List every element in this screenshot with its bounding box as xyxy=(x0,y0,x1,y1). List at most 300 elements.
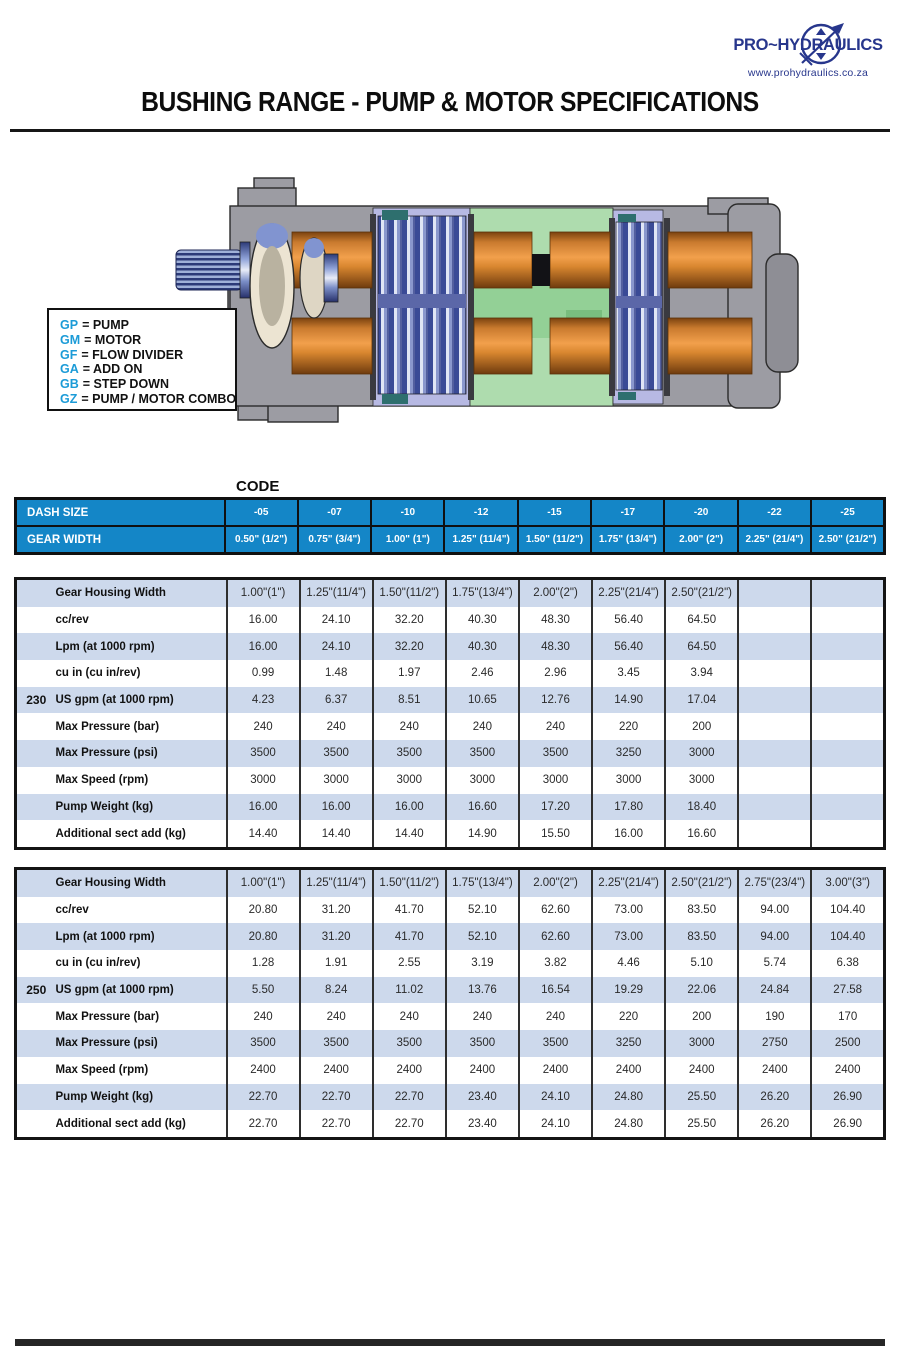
spec-value-cell: 48.30 xyxy=(519,633,592,660)
spec-row-label: cu in (cu in/rev) xyxy=(56,950,227,977)
legend-item xyxy=(60,348,231,363)
legend-item xyxy=(60,318,231,333)
spec-value-cell: 3.82 xyxy=(519,950,592,977)
spec-row xyxy=(16,1110,885,1138)
spec-value-cell: 104.40 xyxy=(811,897,884,924)
legend-code-text: GZ xyxy=(60,391,78,406)
series-marker xyxy=(16,607,56,634)
spec-row xyxy=(16,767,885,794)
spec-value-cell: 16.00 xyxy=(227,794,300,821)
code-cell: -05 xyxy=(225,499,298,527)
spec-column-header: 1.00"(1") xyxy=(227,869,300,897)
code-table-row xyxy=(16,526,885,554)
spec-value-cell: 2400 xyxy=(519,1057,592,1084)
spec-row xyxy=(16,607,885,634)
spec-value-cell: 2400 xyxy=(738,1057,811,1084)
spec-value-cell: 23.40 xyxy=(446,1084,519,1111)
spec-column-header: 1.25"(11/4") xyxy=(300,869,373,897)
spec-value-cell: 1.48 xyxy=(300,660,373,687)
spec-value-cell: 2400 xyxy=(811,1057,884,1084)
spec-value-cell: 10.65 xyxy=(446,687,519,714)
spec-value-cell: 3000 xyxy=(665,1030,738,1057)
spec-value-cell xyxy=(811,794,884,821)
legend-label-text: = PUMP / MOTOR COMBO xyxy=(81,391,237,406)
code-cell: 2.50" (21/2") xyxy=(811,526,884,554)
spec-value-cell: 3000 xyxy=(373,767,446,794)
spec-value-cell: 2400 xyxy=(446,1057,519,1084)
spec-value-cell: 94.00 xyxy=(738,897,811,924)
spec-value-cell: 3000 xyxy=(227,767,300,794)
spec-column-header: 2.50"(21/2") xyxy=(665,579,738,607)
series-marker xyxy=(16,1003,56,1030)
spec-value-cell: 2400 xyxy=(300,1057,373,1084)
spec-header-label: Gear Housing Width xyxy=(56,579,227,607)
series-marker xyxy=(16,923,56,950)
shaft-collar xyxy=(240,242,250,298)
code-cell: -07 xyxy=(298,499,371,527)
spec-value-cell: 3500 xyxy=(300,1030,373,1057)
spec-value-cell: 3500 xyxy=(446,740,519,767)
spec-value-cell: 20.80 xyxy=(227,923,300,950)
spec-row-label: Lpm (at 1000 rpm) xyxy=(56,923,227,950)
spec-value-cell: 32.20 xyxy=(373,633,446,660)
shaft-spacer xyxy=(324,254,338,302)
spec-value-cell: 240 xyxy=(373,713,446,740)
legend-code-text: GP xyxy=(60,318,79,332)
code-cell: -17 xyxy=(591,499,664,527)
code-cell: -12 xyxy=(444,499,517,527)
spec-header-row xyxy=(16,869,885,897)
spec-row-label: Pump Weight (kg) xyxy=(56,794,227,821)
spec-value-cell: 2.55 xyxy=(373,950,446,977)
logo-text: PRO~HYDRAULICS xyxy=(733,36,883,54)
spec-value-cell: 3000 xyxy=(519,767,592,794)
series-marker xyxy=(16,820,56,848)
series-marker xyxy=(16,1110,56,1138)
series-marker xyxy=(16,767,56,794)
spec-value-cell: 62.60 xyxy=(519,923,592,950)
legend-code-text: GA xyxy=(60,362,79,377)
spec-column-header: 3.00"(3") xyxy=(811,869,884,897)
compass-arrows-circle-icon xyxy=(724,22,892,68)
code-cell: -25 xyxy=(811,499,884,527)
series-marker: 250 xyxy=(16,977,56,1004)
code-cell: -22 xyxy=(738,499,811,527)
spec-value-cell: 17.20 xyxy=(519,794,592,821)
spec-value-cell xyxy=(811,633,884,660)
spec-row-label: Max Pressure (psi) xyxy=(56,740,227,767)
spec-value-cell: 26.90 xyxy=(811,1110,884,1138)
spec-value-cell: 4.46 xyxy=(592,950,665,977)
spec-value-cell: 26.20 xyxy=(738,1110,811,1138)
gear-pump-cutaway-illustration xyxy=(168,158,800,436)
spec-value-cell: 240 xyxy=(519,713,592,740)
spec-value-cell: 3000 xyxy=(592,767,665,794)
spec-value-cell: 40.30 xyxy=(446,607,519,634)
spec-value-cell: 17.80 xyxy=(592,794,665,821)
spec-value-cell: 18.40 xyxy=(665,794,738,821)
bearing-ring-inner xyxy=(259,246,285,326)
spec-value-cell: 12.76 xyxy=(519,687,592,714)
spec-value-cell: 22.06 xyxy=(665,977,738,1004)
legend-label-text: = PUMP xyxy=(82,318,129,332)
spec-value-cell: 56.40 xyxy=(592,633,665,660)
spec-row-label: Max Pressure (bar) xyxy=(56,1003,227,1030)
spec-column-header xyxy=(738,579,811,607)
legend-item xyxy=(60,362,231,377)
spec-value-cell: 16.60 xyxy=(665,820,738,848)
spec-row xyxy=(16,820,885,848)
legend-label-text: = STEP DOWN xyxy=(82,377,169,392)
code-table-heading: CODE xyxy=(236,478,280,495)
spec-row-label: Pump Weight (kg) xyxy=(56,1084,227,1111)
code-table xyxy=(14,497,886,555)
spec-row-label: Additional sect add (kg) xyxy=(56,820,227,848)
logo-triangle-up xyxy=(816,28,826,35)
spec-value-cell: 3500 xyxy=(446,1030,519,1057)
spec-value-cell: 25.50 xyxy=(665,1110,738,1138)
logo-triangle-down xyxy=(816,53,826,60)
spec-value-cell xyxy=(738,633,811,660)
series-marker xyxy=(16,1084,56,1111)
spec-column-header: 2.00"(2") xyxy=(519,869,592,897)
spec-value-cell: 16.00 xyxy=(227,633,300,660)
spec-value-cell: 200 xyxy=(665,1003,738,1030)
bearing-ring-highlight xyxy=(256,223,288,249)
spec-value-cell: 16.60 xyxy=(446,794,519,821)
spec-row-label: US gpm (at 1000 rpm) xyxy=(56,687,227,714)
spec-value-cell: 2.96 xyxy=(519,660,592,687)
spec-value-cell: 24.80 xyxy=(592,1084,665,1111)
spec-row-label: cc/rev xyxy=(56,897,227,924)
spec-value-cell: 31.20 xyxy=(300,923,373,950)
splined-shaft xyxy=(176,250,242,290)
spec-value-cell: 3500 xyxy=(373,740,446,767)
spec-value-cell: 11.02 xyxy=(373,977,446,1004)
spec-value-cell: 14.40 xyxy=(373,820,446,848)
spec-value-cell: 3.45 xyxy=(592,660,665,687)
spec-value-cell: 190 xyxy=(738,1003,811,1030)
spec-row-label: cu in (cu in/rev) xyxy=(56,660,227,687)
spec-value-cell: 3500 xyxy=(227,1030,300,1057)
spec-value-cell: 22.70 xyxy=(227,1110,300,1138)
code-cell: 2.25" (21/4") xyxy=(738,526,811,554)
spec-value-cell: 14.40 xyxy=(227,820,300,848)
spec-row xyxy=(16,897,885,924)
spec-value-cell xyxy=(811,820,884,848)
spec-value-cell: 62.60 xyxy=(519,897,592,924)
spec-column-header: 2.50"(21/2") xyxy=(665,869,738,897)
spec-value-cell: 24.10 xyxy=(300,633,373,660)
code-table-body xyxy=(16,499,885,554)
spec-value-cell: 5.10 xyxy=(665,950,738,977)
series-marker xyxy=(16,713,56,740)
spec-value-cell: 94.00 xyxy=(738,923,811,950)
website-url: www.prohydraulics.co.za xyxy=(747,67,869,79)
spec-column-header: 1.50"(11/2") xyxy=(373,579,446,607)
spec-column-header: 1.00"(1") xyxy=(227,579,300,607)
spec-column-header: 2.00"(2") xyxy=(519,579,592,607)
spec-value-cell xyxy=(738,660,811,687)
spec-value-cell: 240 xyxy=(446,713,519,740)
spec-value-cell: 220 xyxy=(592,713,665,740)
series-marker xyxy=(16,1057,56,1084)
spec-value-cell: 1.91 xyxy=(300,950,373,977)
spec-value-cell: 240 xyxy=(519,1003,592,1030)
spec-header-label: Gear Housing Width xyxy=(56,869,227,897)
legend-list xyxy=(60,318,237,407)
spec-value-cell: 240 xyxy=(227,713,300,740)
spec-value-cell: 25.50 xyxy=(665,1084,738,1111)
code-cell: 0.75" (3/4") xyxy=(298,526,371,554)
series-marker xyxy=(16,633,56,660)
spec-value-cell: 73.00 xyxy=(592,923,665,950)
spec-value-cell xyxy=(811,687,884,714)
spec-row xyxy=(16,1084,885,1111)
spec-value-cell: 2400 xyxy=(373,1057,446,1084)
spec-value-cell: 16.00 xyxy=(373,794,446,821)
company-logo xyxy=(724,22,892,79)
spec-value-cell: 6.38 xyxy=(811,950,884,977)
code-row-label: GEAR WIDTH xyxy=(16,526,225,554)
spec-value-cell: 83.50 xyxy=(665,923,738,950)
spec-value-cell xyxy=(811,740,884,767)
spec-value-cell: 2500 xyxy=(811,1030,884,1057)
spec-value-cell: 3000 xyxy=(446,767,519,794)
spec-value-cell: 15.50 xyxy=(519,820,592,848)
series-marker: 230 xyxy=(16,687,56,714)
spec-value-cell: 0.99 xyxy=(227,660,300,687)
series-marker xyxy=(16,794,56,821)
series-marker xyxy=(16,740,56,767)
spec-value-cell: 1.97 xyxy=(373,660,446,687)
page-title: BUSHING RANGE - PUMP & MOTOR SPECIFICATIONS xyxy=(141,86,759,117)
footer-bar xyxy=(15,1339,885,1346)
spec-value-cell: 24.84 xyxy=(738,977,811,1004)
legend-label-text: = MOTOR xyxy=(84,332,142,347)
spec-value-cell: 200 xyxy=(665,713,738,740)
spec-value-cell: 5.74 xyxy=(738,950,811,977)
spec-row xyxy=(16,1030,885,1057)
spec-row-label: Max Pressure (psi) xyxy=(56,1030,227,1057)
spec-value-cell: 22.70 xyxy=(227,1084,300,1111)
spec-row xyxy=(16,1057,885,1084)
spec-value-cell: 52.10 xyxy=(446,923,519,950)
code-table-row xyxy=(16,499,885,527)
spec-value-cell: 24.10 xyxy=(519,1084,592,1111)
spec-value-cell: 240 xyxy=(373,1003,446,1030)
spec-value-cell: 8.24 xyxy=(300,977,373,1004)
center-coupling xyxy=(532,254,550,286)
spec-row xyxy=(16,660,885,687)
spec-value-cell: 20.80 xyxy=(227,897,300,924)
spec-value-cell xyxy=(738,794,811,821)
spec-value-cell: 13.76 xyxy=(446,977,519,1004)
code-cell: 1.00" (1") xyxy=(371,526,444,554)
spec-value-cell: 3500 xyxy=(373,1030,446,1057)
spec-value-cell: 3.94 xyxy=(665,660,738,687)
code-cell: -15 xyxy=(518,499,591,527)
spec-value-cell: 83.50 xyxy=(665,897,738,924)
spec-value-cell: 3250 xyxy=(592,740,665,767)
spec-row-label: Lpm (at 1000 rpm) xyxy=(56,633,227,660)
spec-value-cell xyxy=(738,740,811,767)
spec-value-cell: 220 xyxy=(592,1003,665,1030)
spec-table-230 xyxy=(14,577,886,850)
spec-value-cell: 2750 xyxy=(738,1030,811,1057)
spec-value-cell: 16.00 xyxy=(592,820,665,848)
spec-column-header: 2.75"(23/4") xyxy=(738,869,811,897)
spec-value-cell: 170 xyxy=(811,1003,884,1030)
spec-row xyxy=(16,794,885,821)
spec-value-cell: 3500 xyxy=(519,1030,592,1057)
spec-value-cell: 16.00 xyxy=(227,607,300,634)
spec-value-cell: 19.29 xyxy=(592,977,665,1004)
spec-value-cell xyxy=(811,713,884,740)
spec-value-cell: 6.37 xyxy=(300,687,373,714)
spec-row xyxy=(16,977,885,1004)
legend-code-text: GF xyxy=(60,347,78,362)
spec-value-cell: 240 xyxy=(227,1003,300,1030)
spec-row xyxy=(16,950,885,977)
spec-column-header: 1.25"(11/4") xyxy=(300,579,373,607)
spec-value-cell xyxy=(738,820,811,848)
spec-value-cell: 17.04 xyxy=(665,687,738,714)
spec-value-cell: 3000 xyxy=(665,767,738,794)
spec-table-250-body xyxy=(16,869,885,1139)
legend-box xyxy=(47,308,237,411)
spec-value-cell: 16.00 xyxy=(300,794,373,821)
spec-value-cell: 52.10 xyxy=(446,897,519,924)
spec-row-label: Max Pressure (bar) xyxy=(56,713,227,740)
series-marker xyxy=(16,1030,56,1057)
spec-value-cell: 24.10 xyxy=(300,607,373,634)
legend-item xyxy=(60,391,237,407)
spec-value-cell: 22.70 xyxy=(373,1084,446,1111)
spec-value-cell xyxy=(738,767,811,794)
spec-row-label: US gpm (at 1000 rpm) xyxy=(56,977,227,1004)
spec-row-label: cc/rev xyxy=(56,607,227,634)
spec-value-cell: 64.50 xyxy=(665,607,738,634)
spec-value-cell: 24.10 xyxy=(519,1110,592,1138)
spec-table-230-body xyxy=(16,579,885,849)
spec-value-cell xyxy=(738,713,811,740)
series-marker xyxy=(16,660,56,687)
spec-column-header: 1.75"(13/4") xyxy=(446,869,519,897)
spec-column-header: 2.25"(21/4") xyxy=(592,579,665,607)
code-cell: 1.25" (11/4") xyxy=(444,526,517,554)
spec-row-label: Max Speed (rpm) xyxy=(56,1057,227,1084)
spec-value-cell: 3500 xyxy=(227,740,300,767)
code-row-label: DASH SIZE xyxy=(16,499,225,527)
series-cell xyxy=(16,579,56,607)
spec-value-cell: 32.20 xyxy=(373,607,446,634)
spec-value-cell: 1.28 xyxy=(227,950,300,977)
spec-value-cell xyxy=(738,607,811,634)
code-cell: 0.50" (1/2") xyxy=(225,526,298,554)
title-divider xyxy=(10,129,890,132)
spec-column-header: 1.75"(13/4") xyxy=(446,579,519,607)
spec-row xyxy=(16,713,885,740)
spec-value-cell: 104.40 xyxy=(811,923,884,950)
spec-value-cell: 240 xyxy=(300,713,373,740)
spec-value-cell: 40.30 xyxy=(446,633,519,660)
spec-value-cell: 64.50 xyxy=(665,633,738,660)
spec-value-cell xyxy=(811,767,884,794)
spec-value-cell: 27.58 xyxy=(811,977,884,1004)
spec-row xyxy=(16,923,885,950)
spec-value-cell: 22.70 xyxy=(300,1084,373,1111)
spec-value-cell: 5.50 xyxy=(227,977,300,1004)
spec-value-cell: 31.20 xyxy=(300,897,373,924)
spec-header-row xyxy=(16,579,885,607)
spec-value-cell: 56.40 xyxy=(592,607,665,634)
spec-value-cell: 73.00 xyxy=(592,897,665,924)
spec-value-cell: 23.40 xyxy=(446,1110,519,1138)
spec-value-cell: 4.23 xyxy=(227,687,300,714)
spec-value-cell: 2400 xyxy=(592,1057,665,1084)
series-cell xyxy=(16,869,56,897)
spec-row xyxy=(16,687,885,714)
spec-value-cell: 3250 xyxy=(592,1030,665,1057)
spec-value-cell: 2400 xyxy=(227,1057,300,1084)
spec-column-header xyxy=(811,579,884,607)
spec-row xyxy=(16,740,885,767)
legend-label-text: = ADD ON xyxy=(82,362,143,377)
spec-value-cell: 24.80 xyxy=(592,1110,665,1138)
spec-value-cell xyxy=(811,607,884,634)
legend-code-text: GM xyxy=(60,332,81,347)
legend-code-text: GB xyxy=(60,377,79,392)
spec-value-cell: 41.70 xyxy=(373,923,446,950)
spec-value-cell: 3500 xyxy=(519,740,592,767)
spec-value-cell: 8.51 xyxy=(373,687,446,714)
spec-value-cell: 48.30 xyxy=(519,607,592,634)
spec-table-250 xyxy=(14,867,886,1140)
spec-value-cell: 26.90 xyxy=(811,1084,884,1111)
spec-value-cell: 2400 xyxy=(665,1057,738,1084)
spec-value-cell: 26.20 xyxy=(738,1084,811,1111)
spec-column-header: 1.50"(11/2") xyxy=(373,869,446,897)
code-cell: 1.75" (13/4") xyxy=(591,526,664,554)
spec-value-cell: 3500 xyxy=(300,740,373,767)
spec-value-cell: 14.40 xyxy=(300,820,373,848)
spec-row xyxy=(16,1003,885,1030)
spec-row-label: Max Speed (rpm) xyxy=(56,767,227,794)
spec-column-header: 2.25"(21/4") xyxy=(592,869,665,897)
spec-value-cell: 22.70 xyxy=(300,1110,373,1138)
spec-value-cell: 14.90 xyxy=(446,820,519,848)
spec-value-cell: 3000 xyxy=(300,767,373,794)
code-cell: 1.50" (11/2") xyxy=(518,526,591,554)
spec-value-cell: 41.70 xyxy=(373,897,446,924)
spec-value-cell: 3000 xyxy=(665,740,738,767)
series-marker xyxy=(16,950,56,977)
code-cell: -10 xyxy=(371,499,444,527)
spec-value-cell: 14.90 xyxy=(592,687,665,714)
spec-value-cell: 240 xyxy=(446,1003,519,1030)
legend-item xyxy=(60,377,231,392)
spec-value-cell: 22.70 xyxy=(373,1110,446,1138)
spec-row-label: Additional sect add (kg) xyxy=(56,1110,227,1138)
spec-value-cell xyxy=(811,660,884,687)
code-cell: 2.00" (2") xyxy=(664,526,737,554)
series-marker xyxy=(16,897,56,924)
legend-label-text: = FLOW DIVIDER xyxy=(81,347,184,362)
spec-value-cell xyxy=(738,687,811,714)
spec-value-cell: 3.19 xyxy=(446,950,519,977)
spec-value-cell: 2.46 xyxy=(446,660,519,687)
